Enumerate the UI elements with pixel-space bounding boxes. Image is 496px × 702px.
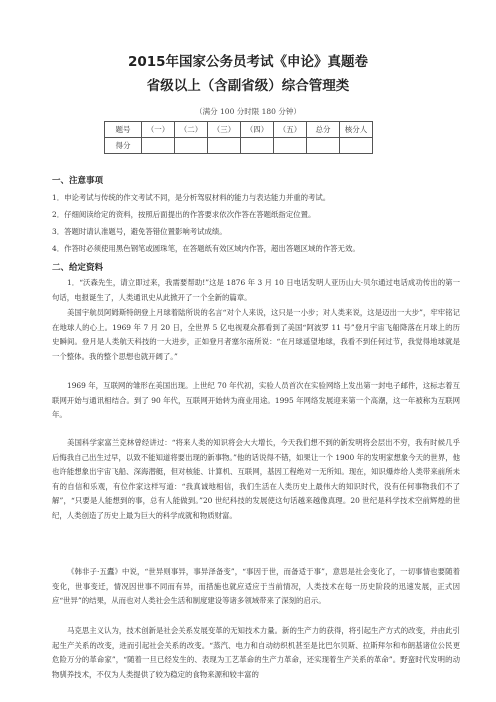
score-table-cell: 题号 [105, 122, 142, 138]
section-heading-materials: 二、给定资料 [52, 263, 104, 273]
material-paragraph: 马克思主义认为，技术创新是社会关系发展变革的无知技术力量。新的生产力的获得，将引起生产方式的改变，并由此引起生产关系的改变，进而引起社会关系的改变。“蒸汽、电力和自动纺织机甚至是比巴尔贝斯、拉斯拜尔和布朗基诸位公民更危险万分的革命家”，“随着一旦已经发生的、表现为工艺革命的生产力革命，还实现着生产关系的革命”。野蛮时代发明的动物驯养技术，不仅为人类提供了较为稳定的食物来源和较丰富的 [52, 626, 460, 679]
material-paragraph: 1969 年，互联网的雏形在美国出现。上世纪 70 年代初，实验人员首次在实验网络上发出第一封电子邮件，这标志着互联网开始与通讯相结合。到了 90 年代，互联网开始转为商业用途。1995 年网络发展迎来第一个高潮，这一年被称为互联网年。 [52, 381, 460, 419]
score-table-empty-cell [274, 138, 307, 154]
score-table-cell: 得分 [105, 138, 142, 154]
notes-item: 4．作答时必须使用黑色钢笔或圆珠笔，在答题纸有效区域内作答，超出答题区域的作答无效。 [52, 244, 360, 253]
score-table-empty-cell [340, 138, 373, 154]
score-table-empty-cell [175, 138, 208, 154]
score-table-cell: （三） [208, 122, 241, 138]
score-table-cell: （一） [142, 122, 175, 138]
score-table [104, 121, 373, 154]
score-table-empty-cell [241, 138, 274, 154]
material-paragraph: 《韩非子·五蠹》中说，“世异则事异，事异泽备变”，“事因于世，而备适于事”，意思是社会变化了，一切事情也要随着变化，世事变迁，情况因世事不同而有异，而措施也就应适应于当前情况，人类技术在每一历史阶段的迅速发展，正式因应“世异”的结果，从而也对人类社会生活和制度建设等诸多领域带来了深刻的启示。 [52, 567, 460, 605]
score-table-cell: （五） [274, 122, 307, 138]
score-table-empty-cell [307, 138, 340, 154]
notes-item: 2．仔细阅读给定的资料，按照后面提出的作答要求依次作答在答题纸指定位置。 [52, 210, 316, 219]
time-limit-note: （满分 100 分时限 180 分钟） [195, 107, 301, 116]
notes-item: 1．申论考试与传统的作文考试不同，是分析驾驭材料的能力与表达能力并重的考试。 [52, 193, 331, 202]
score-table-header-row [105, 122, 373, 138]
score-table-cell: 核分人 [340, 122, 373, 138]
section-heading-notes: 一、注意事项 [52, 176, 104, 186]
score-table-empty-cell [208, 138, 241, 154]
document-subtitle: 省级以上（含副省级）综合管理类 [146, 78, 350, 94]
notes-item: 3．答题时请认准题号，避免答错位置影响考试成绩。 [52, 227, 227, 236]
score-table-cell: （四） [241, 122, 274, 138]
material-paragraph: 美国科学家富兰克林曾经讲过：“将来人类的知识将会大大增长，今天我们想不到的新发明将会层出不穷，我有时候几乎后悔我自己出生过早，以致不能知道将要出现的新事物。”他的话说得不错，如果让一个 1900 年的发明家想象今天的世界，他也许能想象出宇宙飞船、深海潜艇，但对核能、计算机、互联网，基因工程绝对一无所知。现在，知识爆炸给人类带来前所未有的自信和乐观，有位作家这样写道：“我真诚地相信，我们生活在人类历史上最伟大的知识时代，没有任何事物我们不了解”，“只要是人能想到的事，总有人能做到。”20 世纪科技的发展使这句话越来越像真理。20 世纪是科学技术空前辉煌的世纪，人类创造了历史上最为巨大的科学成就和物质财富。 [52, 438, 460, 520]
score-table-cell: 总分 [307, 122, 340, 138]
score-table-score-row [105, 138, 373, 154]
material-paragraph: 美国宇航员阿姆斯特朗登上月球着陆所说的名言“对个人来说，这只是一小步；对人类来说，这是迈出一大步”，牢牢铭记在地球人的心上。1969 年 7 月 20 日，全世界 5 亿电视观众都看到了美国“阿波罗 11 号”登月宇宙飞船降落在月球上的历史瞬间。登月是人类航天科技的一大进步，正如登月者塞尔南所说：“在月球遥望地球，我看不到任何过节，我觉得地球就是一个整体。我的整个思想也就开阔了。” [52, 308, 460, 361]
score-table-cell: （二） [175, 122, 208, 138]
material-paragraph: 1．“沃森先生，请立即过来，我需要帮助!”这是 1876 年 3 月 10 日电话发明人亚历山大·贝尔通过电话成功传出的第一句话，电报诞生了，人类通讯史从此掀开了一个全新的篇章。 [52, 278, 460, 302]
document-title: 2015年国家公务员考试《申论》真题卷 [127, 54, 369, 70]
score-table-empty-cell [142, 138, 175, 154]
